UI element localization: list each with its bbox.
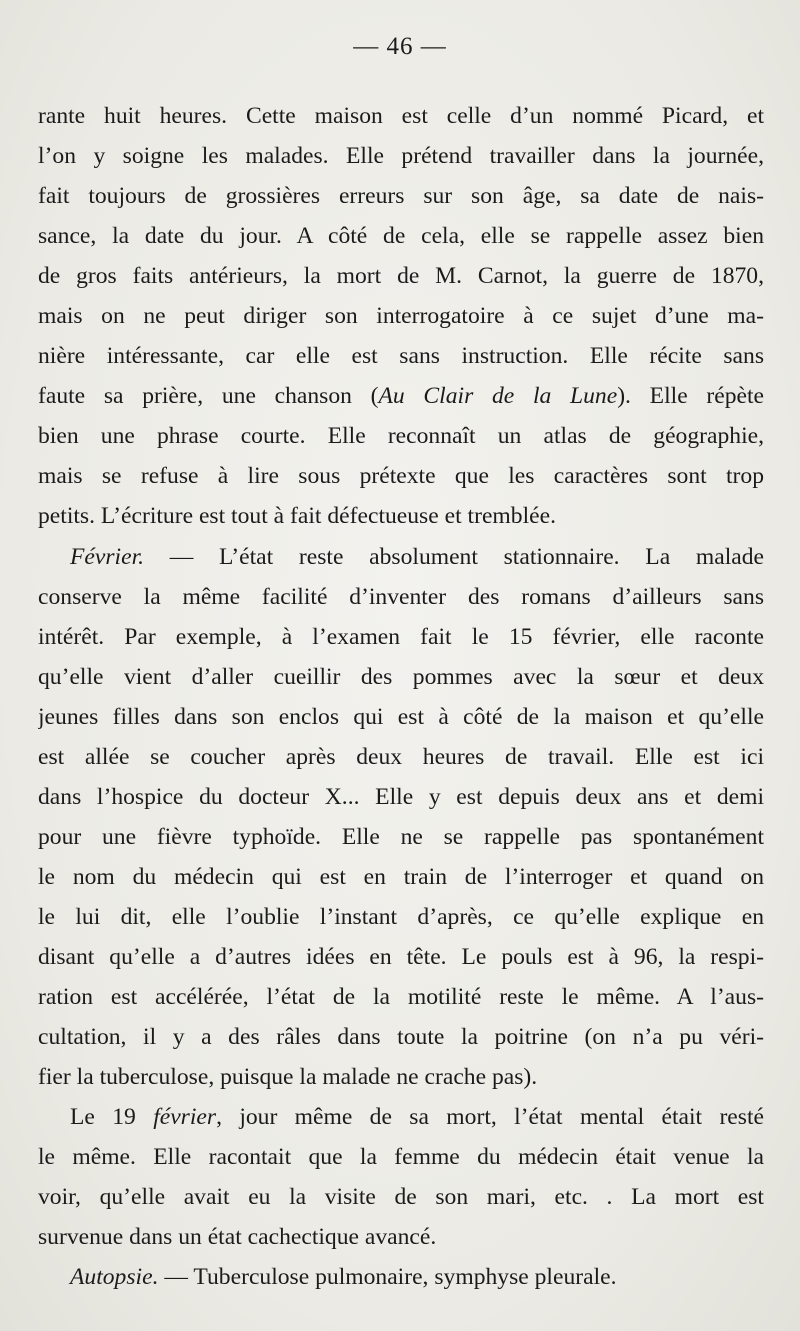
page-number: — 46 — [353,33,447,60]
text-line: voir, qu’elle avait eu la visite de son mari, etc. . La mort est [38,1184,764,1211]
text-segment: — Tuberculose pulmonaire, symphyse pleurale. [158,1264,617,1291]
text-line: bien une phrase courte. Elle reconnaît un atlas de géographie, [38,423,764,450]
text-line: cultation, il y a des râles dans toute la poitrine (on n’a pu véri- [38,1024,764,1051]
text-segment: , jour même de sa mort, l’état mental était resté [216,1104,764,1131]
paragraph [38,1257,764,1297]
text-segment: ). Elle répète [617,383,764,410]
text-line: est allée se coucher après deux heures de travail. Elle est ici [38,743,764,770]
text-line: ration est accélérée, l’état de la motilité reste le même. A l’aus- [38,984,764,1011]
text-line: pour une fièvre typhoïde. Elle ne se rappelle pas spontanément [38,823,764,850]
italic-segment: Février. [70,543,145,570]
text-line: l’on y soigne les malades. Elle prétend travailler dans la journée, [38,143,764,170]
body-text [38,96,764,1297]
italic-segment: février [153,1104,217,1131]
text-line: rante huit heures. Cette maison est celle d’un nommé Picard, et [38,103,764,129]
text-segment: faute sa prière, une chanson ( [38,383,379,410]
text-line [38,376,764,416]
text-line: fier la tuberculose, puisque la malade ne crache pas). [38,1064,538,1091]
text-line: mais on ne peut diriger son interrogatoire à ce sujet d’une ma- [38,303,764,330]
text-line: le nom du médecin qui est en train de l’interroger et quand on [38,863,764,890]
text-line: dans l’hospice du docteur X... Elle y est depuis deux ans et demi [38,783,764,810]
paragraph [38,1097,764,1257]
text-line [38,537,764,577]
text-line: conserve la même facilité d’inventer des romans d’ailleurs sans [38,583,764,610]
text-line: sance, la date du jour. A côté de cela, elle se rappelle assez bien [38,223,764,250]
text-line [38,1257,764,1297]
text-line: petits. L’écriture est tout à fait défectueuse et tremblée. [38,503,556,530]
text-line: le lui dit, elle l’oublie l’instant d’après, ce qu’elle explique en [38,903,764,930]
text-line: survenue dans un état cachectique avancé. [38,1224,437,1251]
text-line: jeunes filles dans son enclos qui est à côté de la maison et qu’elle [38,703,764,730]
italic-segment: Au Clair de la Lune [378,383,618,410]
text-line: nière intéressante, car elle est sans instruction. Elle récite sans [38,343,764,370]
text-line: fait toujours de grossières erreurs sur son âge, sa date de nais- [38,183,764,210]
text-line [38,1097,764,1137]
text-line: mais se refuse à lire sous prétexte que les caractères sont trop [38,463,764,490]
paragraph [38,96,764,537]
text-segment: — L’état reste absolument stationnaire. La malade [144,543,764,570]
text-line: intérêt. Par exemple, à l’examen fait le 15 février, elle raconte [38,623,764,650]
paragraph [38,537,764,1098]
text-line: le même. Elle racontait que la femme du médecin était venue la [38,1144,764,1171]
text-line: de gros faits antérieurs, la mort de M. Carnot, la guerre de 1870, [38,263,764,290]
text-segment: Le 19 [70,1104,154,1131]
text-line: disant qu’elle a d’autres idées en tête. Le pouls est à 96, la respi- [38,943,764,970]
text-line: qu’elle vient d’aller cueillir des pommes avec la sœur et deux [38,663,764,690]
italic-segment: Autopsie. [70,1264,159,1291]
